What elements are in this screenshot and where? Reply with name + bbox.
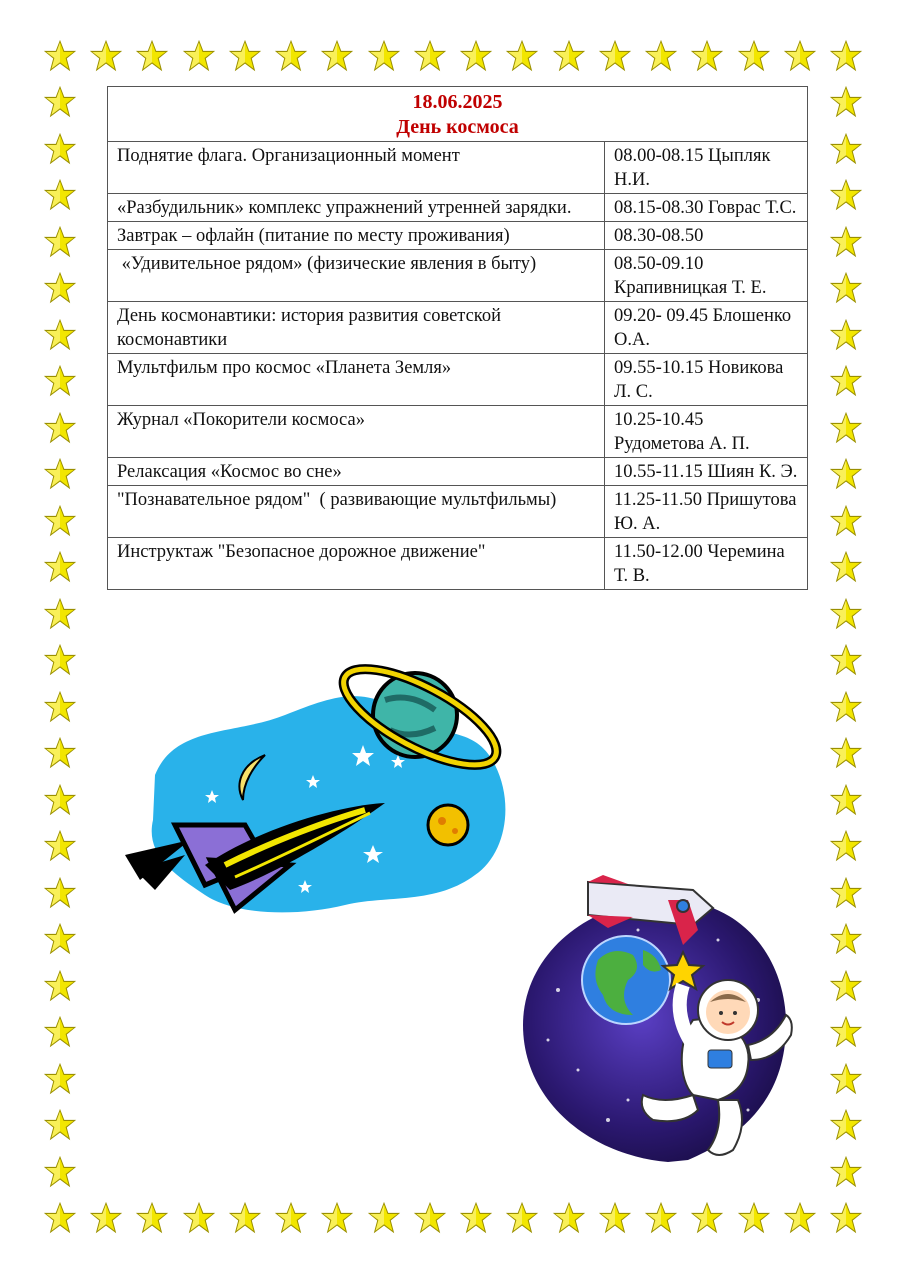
activity-cell: "Познавательное рядом" ( развивающие мультфильмы) [108,486,605,538]
star-icon [829,597,863,631]
star-icon [644,1201,678,1235]
earth-planet-icon [582,936,670,1024]
activity-cell: «Удивительное рядом» (физические явления в быту) [108,250,605,302]
activity-cell: Мультфильм про космос «Планета Земля» [108,354,605,406]
star-icon [43,643,77,677]
table-row [108,302,808,354]
star-icon [829,783,863,817]
schedule-table [107,86,808,590]
star-icon [829,969,863,1003]
star-icon [505,1201,539,1235]
star-icon [829,411,863,445]
table-row [108,142,808,194]
small-planet-icon [428,805,468,845]
star-icon [829,643,863,677]
star-icon [367,39,401,73]
time-cell: 10.25-10.45 Рудометова А. П. [605,406,808,458]
star-icon [367,1201,401,1235]
table-row [108,538,808,590]
star-icon [43,1108,77,1142]
activity-cell: День космонавтики: история развития советской космонавтики [108,302,605,354]
star-icon [459,1201,493,1235]
star-icon [829,550,863,584]
star-icon [43,85,77,119]
time-cell: 09.20- 09.45 Блошенко О.А. [605,302,808,354]
activity-cell: «Разбудильник» комплекс упражнений утренней зарядки. [108,194,605,222]
star-icon [43,922,77,956]
star-icon [43,178,77,212]
star-icon [829,922,863,956]
star-icon [274,1201,308,1235]
star-icon [552,39,586,73]
star-icon [737,39,771,73]
star-icon [43,504,77,538]
star-icon [43,225,77,259]
star-icon [690,39,724,73]
star-icon [43,736,77,770]
activity-cell: Журнал «Покорители космоса» [108,406,605,458]
star-icon [135,1201,169,1235]
time-cell: 09.55-10.15 Новикова Л. С. [605,354,808,406]
star-icon [43,318,77,352]
table-row [108,250,808,302]
star-icon [182,1201,216,1235]
time-cell: 08.00-08.15 Цыпляк Н.И. [605,142,808,194]
star-icon [182,39,216,73]
star-icon [43,271,77,305]
star-icon [43,411,77,445]
star-icon [135,39,169,73]
star-icon [829,364,863,398]
time-cell: 10.55-11.15 Шиян К. Э. [605,458,808,486]
time-cell: 08.50-09.10 Крапивницкая Т. Е. [605,250,808,302]
star-icon [829,271,863,305]
star-icon [829,318,863,352]
table-row [108,222,808,250]
time-cell: 11.25-11.50 Пришутова Ю. А. [605,486,808,538]
table-row [108,354,808,406]
star-icon [43,829,77,863]
star-icon [43,132,77,166]
star-icon [829,132,863,166]
star-icon [43,783,77,817]
star-icon [829,876,863,910]
star-icon [505,39,539,73]
star-icon [43,690,77,724]
star-icon [320,1201,354,1235]
star-icon [43,1015,77,1049]
star-icon [274,39,308,73]
star-icon [413,1201,447,1235]
star-icon [43,597,77,631]
activity-cell: Поднятие флага. Организационный момент [108,142,605,194]
star-icon [829,225,863,259]
activity-cell: Релаксация «Космос во сне» [108,458,605,486]
table-row [108,406,808,458]
star-icon [43,969,77,1003]
star-icon [829,736,863,770]
star-icon [829,829,863,863]
star-icon [459,39,493,73]
star-icon [783,39,817,73]
star-icon [413,39,447,73]
star-icon [829,690,863,724]
star-icon [829,39,863,73]
star-icon [829,504,863,538]
table-header-row [108,87,808,142]
star-icon [89,1201,123,1235]
table-row [108,458,808,486]
star-icon [829,1108,863,1142]
star-icon [829,85,863,119]
star-icon [43,457,77,491]
time-cell: 11.50-12.00 Черемина Т. В. [605,538,808,590]
schedule-date: 18.06.2025 [412,91,503,113]
time-cell: 08.15-08.30 Говрас Т.С. [605,194,808,222]
table-title-cell [108,87,808,142]
star-icon [89,39,123,73]
schedule-title: День космоса [396,116,519,138]
star-icon [43,1155,77,1189]
star-icon [598,39,632,73]
star-icon [829,1155,863,1189]
star-icon [43,550,77,584]
activity-cell: Инструктаж "Безопасное дорожное движение" [108,538,605,590]
star-icon [43,1201,77,1235]
star-icon [829,1062,863,1096]
star-icon [783,1201,817,1235]
star-icon [320,39,354,73]
star-icon [228,1201,262,1235]
rocket-space-illustration [115,655,520,935]
activity-cell: Завтрак – офлайн (питание по месту проживания) [108,222,605,250]
star-icon [228,39,262,73]
star-icon [829,178,863,212]
star-icon [737,1201,771,1235]
star-icon [644,39,678,73]
astronaut-illustration [518,870,808,1170]
star-icon [690,1201,724,1235]
table-row [108,486,808,538]
star-icon [43,39,77,73]
star-icon [43,1062,77,1096]
time-cell: 08.30-08.50 [605,222,808,250]
star-icon [829,1201,863,1235]
star-icon [552,1201,586,1235]
table-row [108,194,808,222]
star-icon [43,364,77,398]
star-icon [829,1015,863,1049]
star-icon [829,457,863,491]
star-icon [598,1201,632,1235]
star-icon [43,876,77,910]
